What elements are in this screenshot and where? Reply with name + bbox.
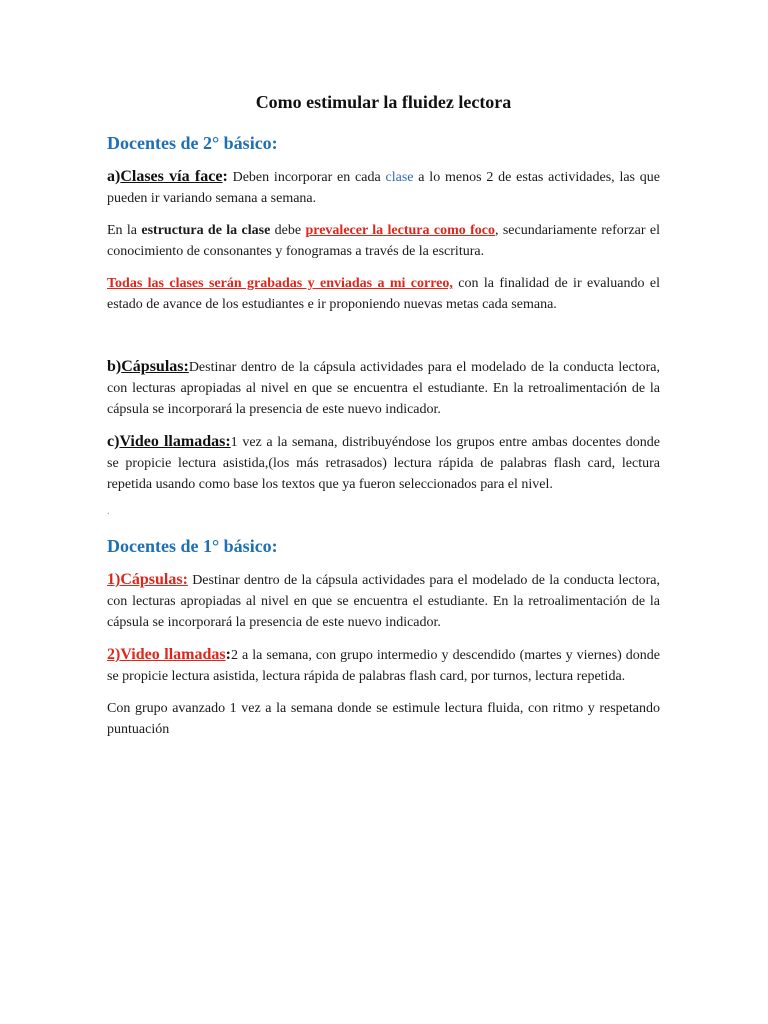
label-video-llamadas: Video llamadas: xyxy=(119,433,231,450)
text-segment: Destinar dentro de la cápsula actividades para el modelado de la conducta lectora, con lecturas apropiadas al nivel en que se encuentra el estudiante. En la retroalimentación de la cápsula se incorporará la presencia de este nuevo indicador. xyxy=(107,360,660,417)
text-segment: debe xyxy=(270,223,306,238)
text-segment: En la xyxy=(107,223,142,238)
paragraph-clases-via-face xyxy=(107,166,660,209)
text-segment: a lo menos 2 de estas actividades, las que pueden ir variando semana a semana. xyxy=(107,170,661,206)
text-segment: Deben incorporar en cada xyxy=(227,170,386,185)
paragraph-estructura xyxy=(107,220,660,262)
spacer xyxy=(107,326,660,356)
link-clase[interactable]: clase xyxy=(385,170,414,185)
label-2-video-llamadas: 2)Video llamadas xyxy=(107,646,226,663)
highlight-grabadas: Todas las clases serán grabadas y enviadas a mi correo, xyxy=(107,276,453,291)
label-1-capsulas: 1)Cápsulas: xyxy=(107,571,188,588)
paragraph-capsulas xyxy=(107,356,660,420)
text-segment: , secundariamente reforzar el conocimiento de consonantes y fonogramas a través de la escritura. xyxy=(107,223,661,259)
paragraph-2-video-llamadas xyxy=(107,644,660,687)
paragraph-grabadas xyxy=(107,273,660,315)
paragraph-grupo-avanzado: Con grupo avanzado 1 vez a la semana donde se estimule lectura fluida, con ritmo y respetando puntuación xyxy=(107,701,660,737)
text-segment: 1 vez a la semana, distribuyéndose los grupos entre ambas docentes donde se propicie lectura asistida,(los más retrasados) lectura rápida de palabras flash card, lectura repetida usando como base los textos que ya fueron seleccionados para el nivel. xyxy=(107,435,660,492)
paragraph-video-llamadas xyxy=(107,431,660,495)
section-heading-1-basico: Docentes de 1° básico: xyxy=(107,536,278,556)
label-colon: : xyxy=(222,168,228,185)
text-segment: 2 a la semana, con grupo intermedio y descendido (martes y viernes) donde se propicie lectura asistida, lectura rápida de palabras flash card, por turnos, lectura repetida. xyxy=(107,648,660,684)
highlight-prevalecer: prevalecer la lectura como foco xyxy=(305,223,495,238)
label-colon: : xyxy=(225,646,231,663)
item-marker-b: b) xyxy=(107,358,122,375)
text-segment: con la finalidad de ir evaluando el estado de avance de los estudiantes e ir proponiendo nuevas metas cada semana. xyxy=(107,276,660,312)
item-marker-a: a) xyxy=(107,168,121,185)
text-segment: Destinar dentro de la cápsula actividades para el modelado de la conducta lectora, con lecturas apropiadas al nivel en que se encuentra el estudiante. En la retroalimentación de la cápsula se incorporará la presencia de este nuevo indicador. xyxy=(107,573,660,630)
paragraph-1-capsulas xyxy=(107,569,660,633)
document-content xyxy=(107,92,660,751)
label-capsulas: Cápsulas: xyxy=(121,358,189,375)
bold-estructura-de-la-clase: estructura de la clase xyxy=(141,223,271,238)
section-heading-2-basico: Docentes de 2° básico: xyxy=(107,133,278,153)
item-marker-c: c) xyxy=(107,433,120,450)
label-clases-via-face: Clases vía face xyxy=(120,168,223,185)
document-title: Como estimular la fluidez lectora xyxy=(255,92,512,112)
stray-dot: . xyxy=(107,506,110,517)
